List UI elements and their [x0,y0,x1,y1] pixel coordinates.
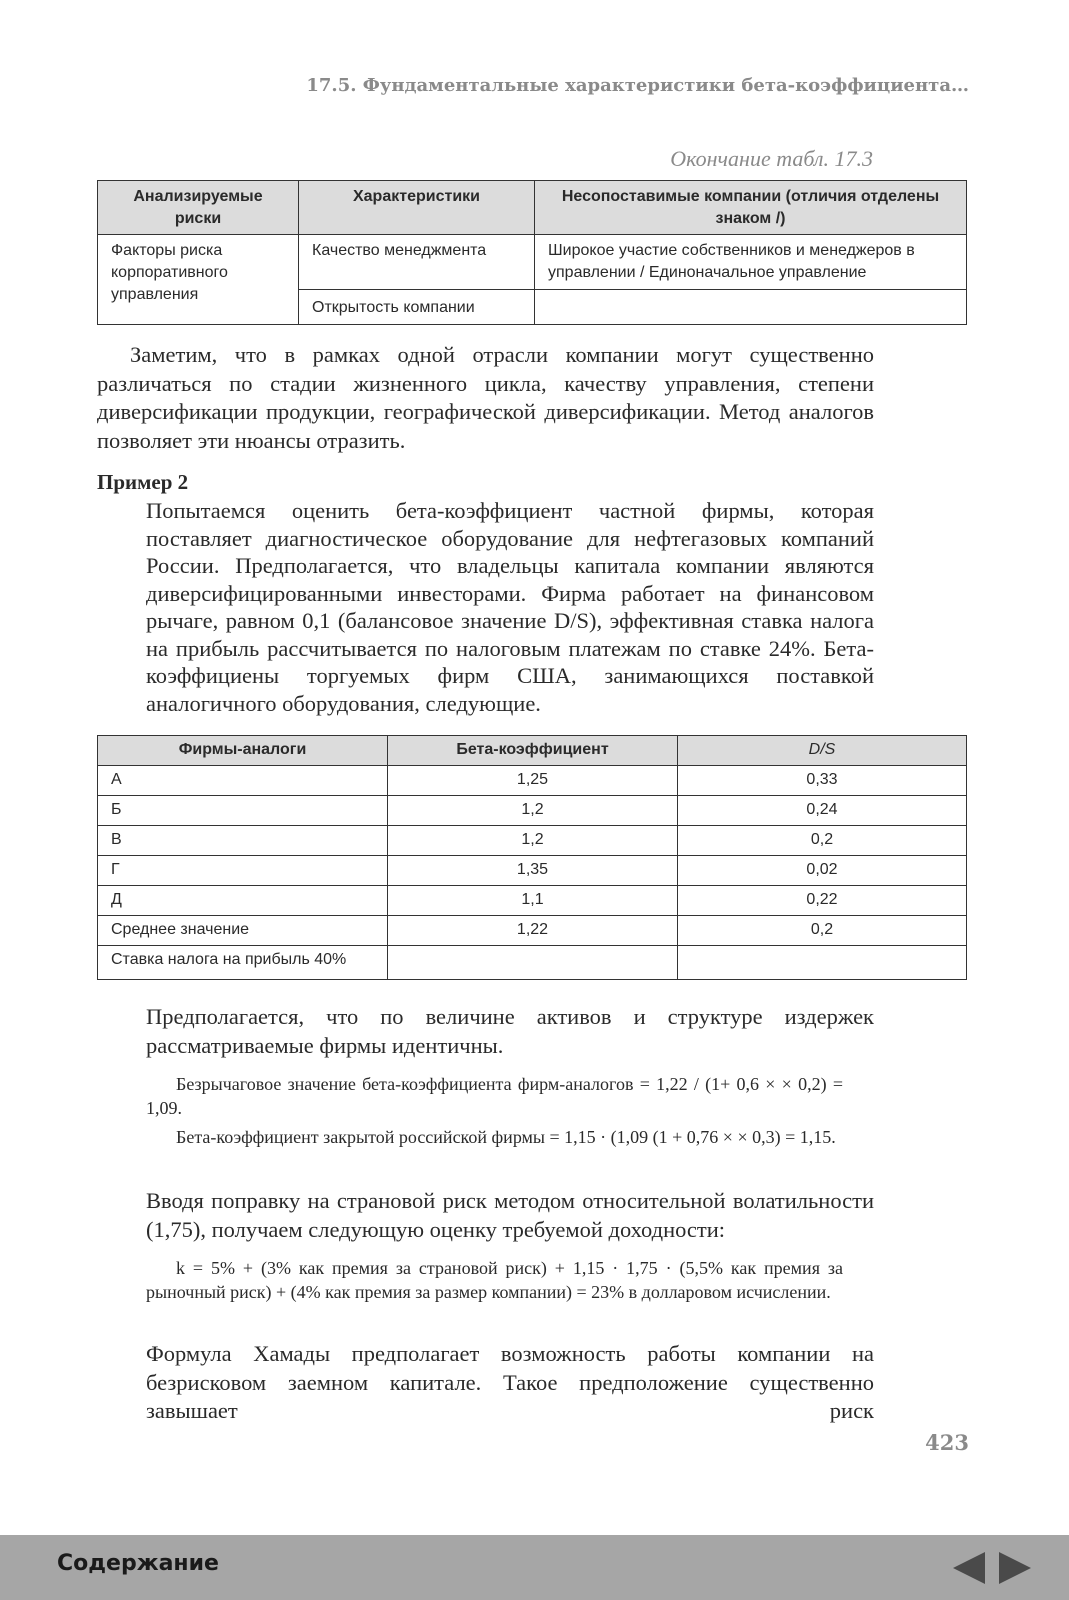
table-17-3 [97,180,967,325]
beta-cell: 1,25 [388,766,678,796]
firm-cell: Среднее значение [98,916,388,946]
formula-required-return: k = 5% + (3% как премия за страновой риск) + 1,15 · 1,75 · (5,5% как премия за рыночный риск) + (4% как премия за размер компании) = 23% в долларовом исчислении. [146,1258,843,1302]
firm-cell: А [98,766,388,796]
table-header-row [98,736,967,766]
table-row [98,856,967,886]
example-heading: Пример 2 [97,470,189,494]
header-ds: D/S [678,736,967,766]
ds-cell: 0,2 [678,916,967,946]
paragraph: Заметим, что в рамках одной отрасли компании могут существенно различаться по стадии жизненного цикла, качеству управления, степени диверсификации продукции, географической диверсификации. Метод аналогов позволяет эти нюансы отразить. [97,342,874,453]
analogs-table [97,735,967,980]
contents-link[interactable]: Содержание [57,1551,219,1576]
beta-cell: 1,22 [388,916,678,946]
firm-cell: Г [98,856,388,886]
paragraph: Предполагается, что по величине активов и структуре издержек рассматриваемые фирмы идентичны. [146,1004,874,1058]
differences-cell: Широкое участие собственников и менеджеров в управлении / Единоначальное управление [535,235,967,290]
beta-cell: 1,1 [388,886,678,916]
table-row [98,826,967,856]
header-differences: Несопоставимые компании (отличия отделены знаком /) [535,181,967,235]
formula-private-beta: Бета-коэффициент закрытой российской фирмы = 1,15 · (1,09 (1 + 0,76 × × 0,3) = 1,15. [176,1127,836,1147]
running-head: 17.5. Фундаментальные характеристики бета-коэффициента… [306,75,969,96]
table-row [98,766,967,796]
table-row [98,886,967,916]
ds-cell: 0,2 [678,826,967,856]
ds-cell [678,946,967,980]
firm-cell: В [98,826,388,856]
beta-cell [388,946,678,980]
firm-cell: Д [98,886,388,916]
ds-cell: 0,24 [678,796,967,826]
triangle-left-icon[interactable] [953,1552,985,1584]
characteristic-cell: Качество менеджмента [299,235,535,290]
header-characteristics: Характеристики [299,181,535,235]
page-number: 423 [925,1430,969,1455]
ds-cell: 0,02 [678,856,967,886]
table-row [98,235,967,290]
table-row [98,796,967,826]
paragraph: Вводя поправку на страновой риск методом относительной волатильности (1,75), получаем следующую оценку требуемой доходности: [146,1188,874,1242]
triangle-right-icon[interactable] [999,1552,1031,1584]
example-text: Попытаемся оценить бета-коэффициент частной фирмы, которая поставляет диагностическое оборудование для нефтегазовых компаний России. Предполагается, что владельцы капитала компании являются диверсифицированными инвесторами. Фирма работает на финансовом рычаге, равном 0,1 (балансовое значение D/S), эффективная ставка налога на прибыль рассчитывается по налоговым платежам по ставке 24%. Бета-коэффициены торгуемых фирм США, занимающихся поставкой аналогичного оборудования, следующие. [146,498,874,716]
table-header-row [98,181,967,235]
formula-unlevered-beta: Безрычаговое значение бета-коэффициента фирм-аналогов = 1,22 / (1+ 0,6 × × 0,2) = 1,09. [146,1074,843,1118]
risk-factor-cell: Факторы риска корпоративного управления [98,235,299,325]
header-risks: Анализируемые риски [98,181,299,235]
table-row [98,916,967,946]
beta-cell: 1,2 [388,796,678,826]
table-caption: Окончание табл. 17.3 [670,146,873,171]
navigation-bar [0,1535,1069,1600]
table-row [98,946,967,980]
beta-cell: 1,35 [388,856,678,886]
characteristic-cell: Открытость компании [299,290,535,325]
paragraph: Формула Хамады предполагает возможность работы компании на безрисковом заемном капитале. Такое предположение существенно завышает риск [146,1341,874,1423]
header-beta: Бета-коэффициент [388,736,678,766]
differences-cell [535,290,967,325]
firm-cell: Ставка налога на прибыль 40% [98,946,388,980]
firm-cell: Б [98,796,388,826]
header-firms: Фирмы-аналоги [98,736,388,766]
ds-cell: 0,22 [678,886,967,916]
beta-cell: 1,2 [388,826,678,856]
ds-cell: 0,33 [678,766,967,796]
